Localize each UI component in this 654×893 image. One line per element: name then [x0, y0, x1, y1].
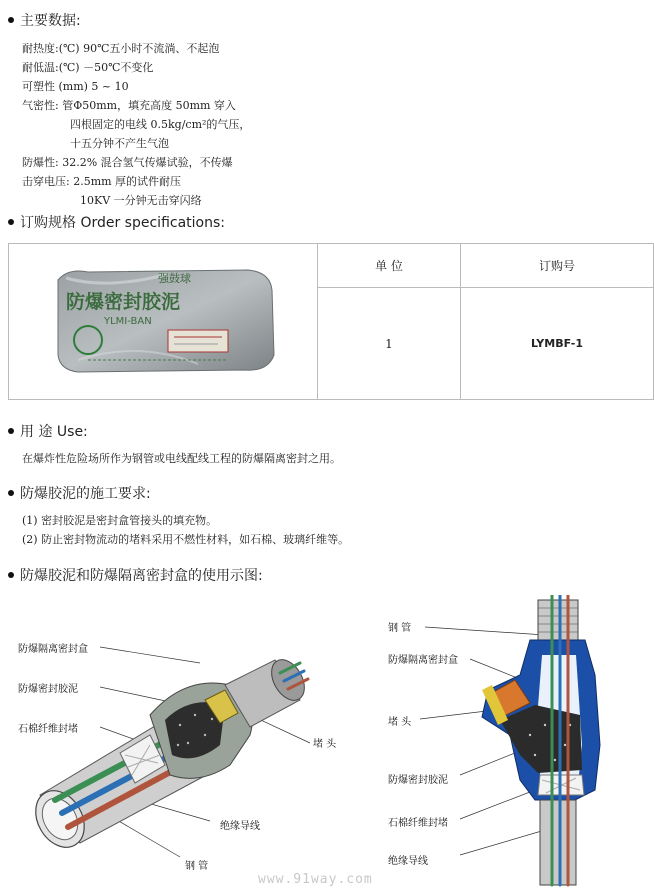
- table-cell-unit: 1: [318, 288, 461, 400]
- spec-line: 击穿电压: 2.5mm 厚的试件耐压: [22, 175, 182, 188]
- spec-line: 耐热度:(℃) 90℃五小时不流淌、不起泡: [22, 42, 220, 55]
- spec-line: 四根固定的电线 0.5kg/cm²的气压，: [70, 118, 251, 131]
- section-title-construction: 防爆胶泥的施工要求:: [20, 486, 151, 502]
- spec-line: 气密性: 管Φ50mm，填充高度 50mm 穿入: [22, 99, 236, 112]
- left-label-plug-head: 堵 头: [313, 739, 337, 750]
- spec-line: 防爆性: 32.2% 混合氢气传爆试验，不传爆: [22, 156, 233, 169]
- left-label-seal-box: 防爆隔离密封盒: [18, 644, 88, 655]
- right-label-seal-box: 防爆隔离密封盒: [388, 655, 458, 666]
- table-cell-order-no: LYMBF-1: [461, 288, 654, 400]
- bullet-icon: [8, 219, 14, 225]
- left-label-insulated-wire: 绝缘导线: [220, 821, 260, 832]
- left-label-steel-pipe: 钢 管: [185, 861, 209, 872]
- spec-line: 耐低温:(℃) －50℃不变化: [22, 61, 154, 74]
- section-title-main-data: 主要数据:: [20, 13, 81, 29]
- spec-line: 10KV 一分钟无击穿闪络: [80, 194, 202, 207]
- use-text: 在爆炸性危险场所作为钢管或电线配线工程的防爆隔离密封之用。: [22, 452, 341, 465]
- bullet-icon: [8, 490, 14, 496]
- bullet-icon: [8, 428, 14, 434]
- right-label-insulated-wire: 绝缘导线: [388, 856, 428, 867]
- bullet-icon: [8, 17, 14, 23]
- right-label-plug-head: 堵 头: [388, 717, 412, 728]
- right-seal-diagram: [370, 595, 654, 890]
- construction-item: (2) 防止密封物流动的堵料采用不燃性材料，如石棉、玻璃纤维等。: [22, 533, 350, 546]
- watermark-text: www.91way.com: [258, 872, 373, 887]
- table-header-unit: 单 位: [318, 244, 461, 288]
- section-title-diagram: 防爆胶泥和防爆隔离密封盒的使用示图:: [20, 568, 263, 584]
- left-label-asbestos-plug: 石棉纤维封堵: [18, 724, 78, 735]
- package-top-text: 强鼓球: [158, 272, 191, 285]
- product-package-image: [48, 260, 278, 380]
- spec-line: 可塑性 (mm) 5 ~ 10: [22, 80, 129, 93]
- package-code-text: YLMI-BAN: [104, 316, 152, 327]
- right-label-steel-pipe: 钢 管: [388, 623, 412, 634]
- right-label-asbestos-plug: 石棉纤维封堵: [388, 818, 448, 829]
- bullet-icon: [8, 572, 14, 578]
- product-image-cell: [9, 244, 318, 400]
- right-label-sealing-compound: 防爆密封胶泥: [388, 775, 448, 786]
- order-table: [8, 243, 654, 400]
- section-title-order: 订购规格 Order specifications:: [20, 215, 225, 231]
- package-brand-text: 防爆密封胶泥: [66, 291, 181, 313]
- table-header-order-no: 订购号: [461, 244, 654, 288]
- construction-item: (1) 密封胶泥是密封盒管接头的填充物。: [22, 514, 218, 527]
- spec-line: 十五分钟不产生气泡: [70, 137, 169, 150]
- section-title-use: 用 途 Use:: [20, 424, 88, 440]
- left-label-sealing-compound: 防爆密封胶泥: [18, 684, 78, 695]
